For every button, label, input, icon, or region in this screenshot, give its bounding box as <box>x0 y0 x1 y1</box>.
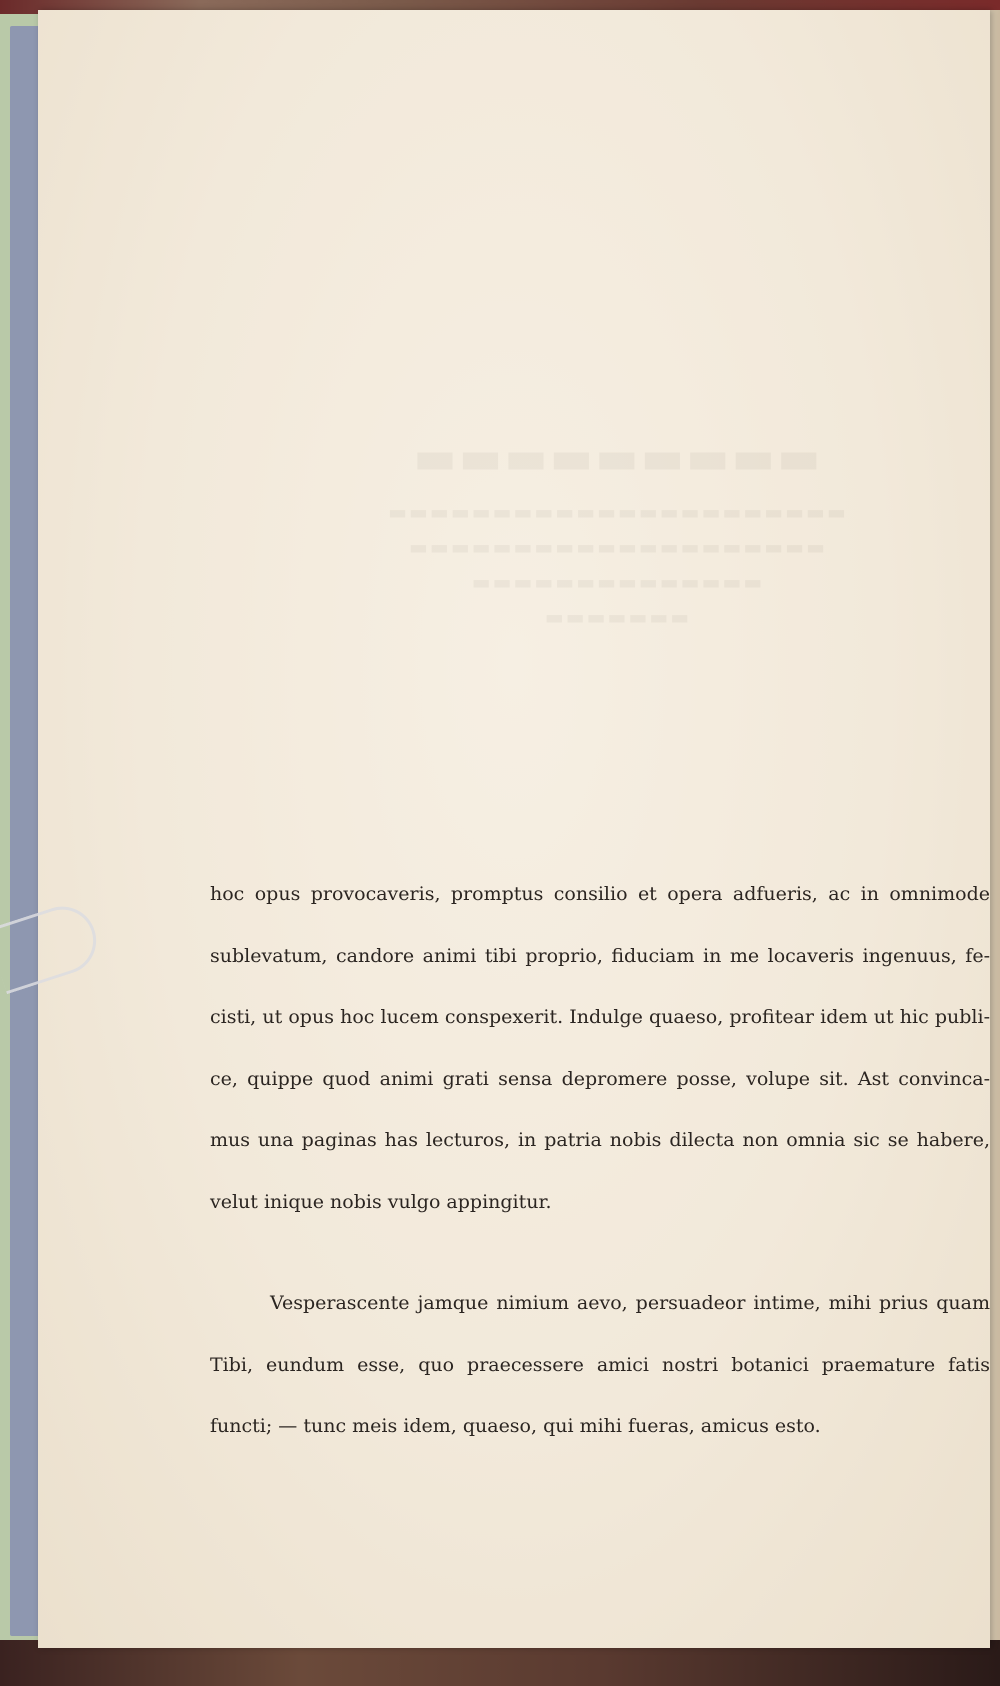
text-line: cisti, ut opus hoc lucem conspexerit. Indulge quaeso, profitear idem ut hic publi- <box>210 1006 990 1028</box>
document-page <box>38 10 990 1648</box>
text-line: sublevatum, candore animi tibi proprio, fiduciam in me locaveris ingenuus, fe- <box>210 944 990 967</box>
text-line: velut inique nobis vulgo appingitur. <box>210 1190 552 1213</box>
text-line: Tibi, eundum esse, quo praecessere amici nostri botanici praemature fatis <box>210 1353 990 1376</box>
show-through-line: ▬▬▬▬▬▬▬▬▬▬▬▬▬▬▬▬▬▬▬▬▬▬ <box>388 500 848 524</box>
text-line: ce, quippe quod animi grati sensa depromere posse, volupe sit. Ast convinca- <box>210 1067 990 1090</box>
show-through-line: ▬▬▬▬▬▬▬▬▬▬▬▬▬▬ <box>471 570 765 594</box>
text-line: mus una paginas has lecturos, in patria nobis dilecta non omnia sic se habere, <box>210 1129 990 1151</box>
paragraph-1 <box>210 864 990 1233</box>
paragraph-2 <box>210 1273 990 1458</box>
text-line: functi; — tunc meis idem, quaeso, qui mihi fueras, amicus esto. <box>210 1415 821 1437</box>
show-through-line: ▬▬▬▬▬▬▬▬▬▬▬▬▬▬▬▬▬▬▬▬ <box>409 535 827 559</box>
show-through-heading: ▬▬▬▬▬▬▬▬▬ <box>413 430 823 484</box>
text-line: hoc opus provocaveris, promptus consilio et opera adfueris, ac in omnimode <box>210 883 990 905</box>
text-line: Vesperascente jamque nimium aevo, persuadeor intime, mihi prius quam <box>270 1292 990 1314</box>
show-through-line: ▬▬▬▬▬▬▬ <box>544 605 692 629</box>
body-text <box>210 864 990 1458</box>
